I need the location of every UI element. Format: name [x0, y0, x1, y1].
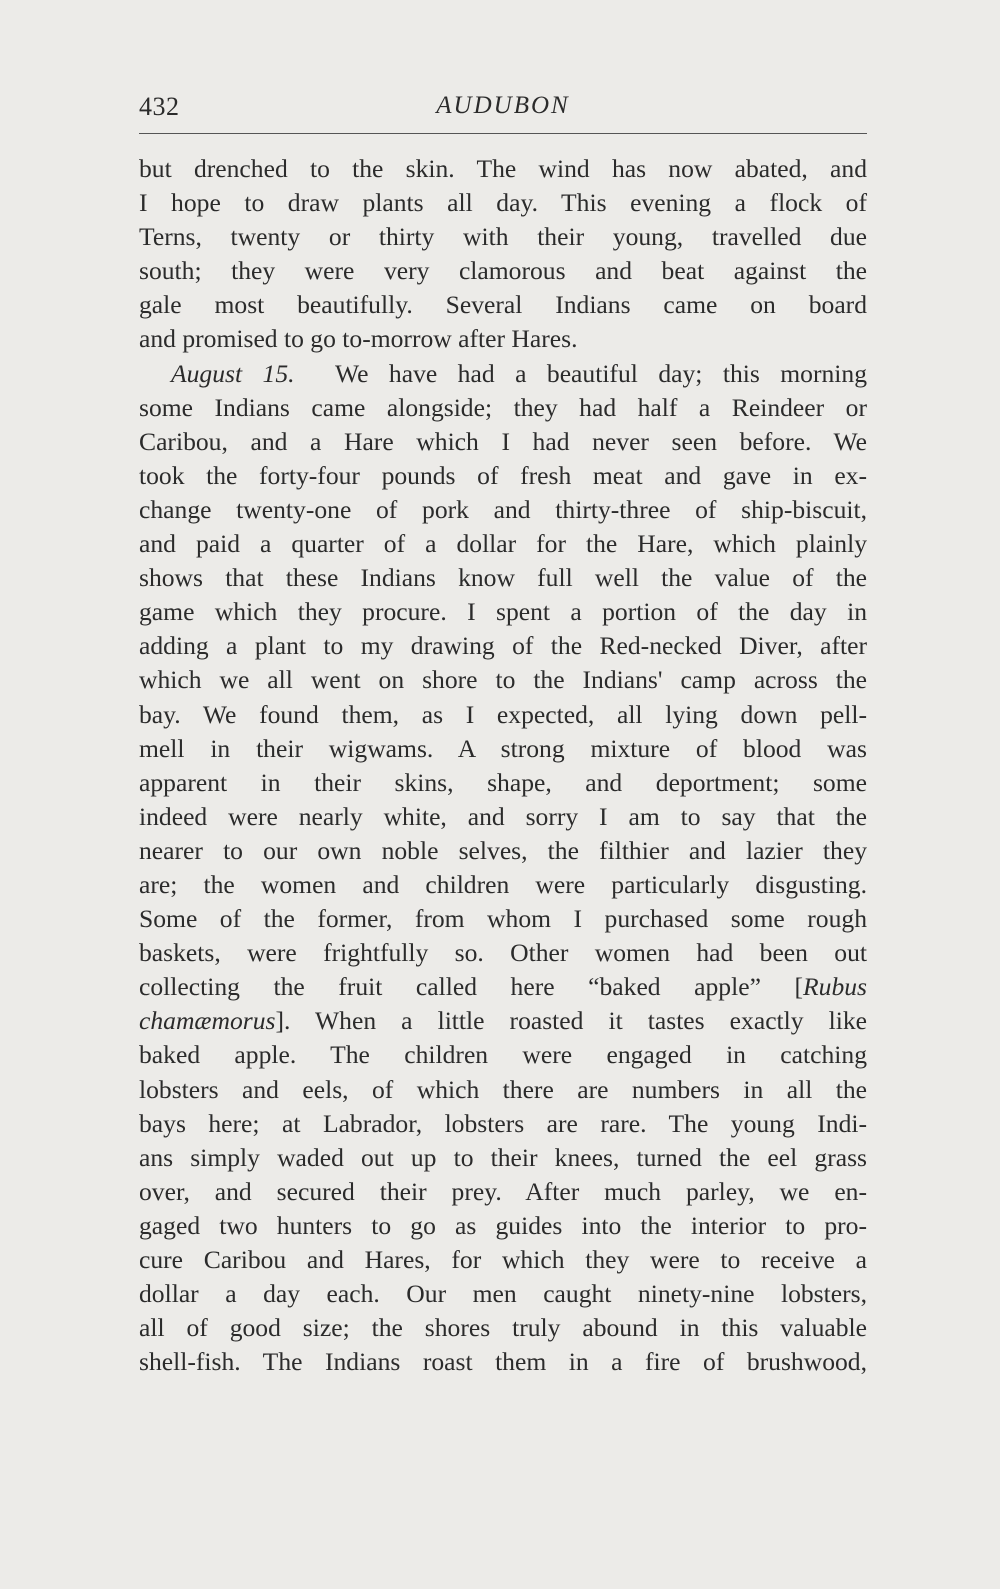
text-line: all of good size; the shores truly abound in this valuable — [139, 1313, 867, 1343]
scientific-name-genus: Rubus — [803, 972, 867, 1002]
text-line: Some of the former, from whom I purchased some rough — [139, 904, 867, 934]
text-line: ans simply waded out up to their knees, turned the eel grass — [139, 1142, 867, 1172]
text-line: dollar a day each. Our men caught ninety-nine lobsters, — [139, 1279, 867, 1309]
text-line: but drenched to the skin. The wind has now abated, and — [139, 154, 867, 183]
text-line: shows that these Indians know full well the value of the — [139, 563, 867, 593]
text-line: are; the women and children were particularly disgusting. — [139, 869, 867, 899]
text-line: cure Caribou and Hares, for which they were to receive a — [139, 1245, 867, 1274]
text-line: nearer to our own noble selves, the filthier and lazier they — [139, 835, 867, 865]
text-line: I hope to draw plants all day. This evening a flock of — [139, 188, 867, 218]
text-line: over, and secured their prey. After much parley, we en- — [139, 1176, 867, 1206]
text-line: baked apple. The children were engaged in catching — [139, 1040, 867, 1070]
paragraph-start-line — [139, 357, 867, 391]
text-fragment: We have had a beautiful day; this morning — [335, 358, 867, 388]
text-line: apparent in their skins, shape, and deportment; some — [139, 767, 867, 797]
text-line: game which they procure. I spent a portion of the day in — [139, 597, 867, 627]
scientific-name-species: chamæmorus — [139, 1006, 276, 1036]
header-rule — [139, 133, 867, 134]
entry-date: August 15. — [171, 358, 295, 388]
text-fragment: collecting the fruit called here “baked apple” [ — [139, 972, 804, 1002]
body-text — [139, 152, 867, 1379]
page-header — [139, 82, 867, 126]
text-line-with-sci-name — [139, 1004, 867, 1038]
text-line: indeed were nearly white, and sorry I am to say that the — [139, 801, 867, 831]
text-fragment: ]. When a little roasted it tastes exactly like — [275, 1006, 867, 1036]
text-line: lobsters and eels, of which there are numbers in all the — [139, 1074, 867, 1104]
text-line: gaged two hunters to go as guides into the interior to pro- — [139, 1210, 867, 1240]
text-line: Terns, twenty or thirty with their young, travelled due — [139, 222, 867, 252]
text-line: change twenty-one of pork and thirty-three of ship-biscuit, — [139, 494, 867, 524]
text-line: and promised to go to-morrow after Hares. — [139, 324, 578, 354]
text-line: mell in their wigwams. A strong mixture of blood was — [139, 733, 867, 763]
text-line: baskets, were frightfully so. Other women had been out — [139, 938, 867, 968]
text-line: bay. We found them, as I expected, all lying down pell- — [139, 699, 867, 729]
text-line: and paid a quarter of a dollar for the Hare, which plainly — [139, 529, 867, 559]
text-line: gale most beautifully. Several Indians came on board — [139, 290, 867, 320]
text-line: bays here; at Labrador, lobsters are rare. The young Indi- — [139, 1108, 867, 1138]
text-line: adding a plant to my drawing of the Red-necked Diver, after — [139, 631, 867, 661]
text-line: south; they were very clamorous and beat against the — [139, 256, 867, 286]
text-line-with-sci-name — [139, 970, 867, 1004]
text-line: which we all went on shore to the Indians' camp across the — [139, 665, 867, 695]
text-line: some Indians came alongside; they had half a Reindeer or — [139, 392, 867, 422]
text-line: shell-fish. The Indians roast them in a fire of brushwood, — [139, 1347, 867, 1377]
page-number: 432 — [139, 92, 180, 121]
text-line: Caribou, and a Hare which I had never seen before. We — [139, 426, 867, 456]
running-title: AUDUBON — [436, 92, 570, 119]
text-line: took the forty-four pounds of fresh meat and gave in ex- — [139, 460, 867, 490]
